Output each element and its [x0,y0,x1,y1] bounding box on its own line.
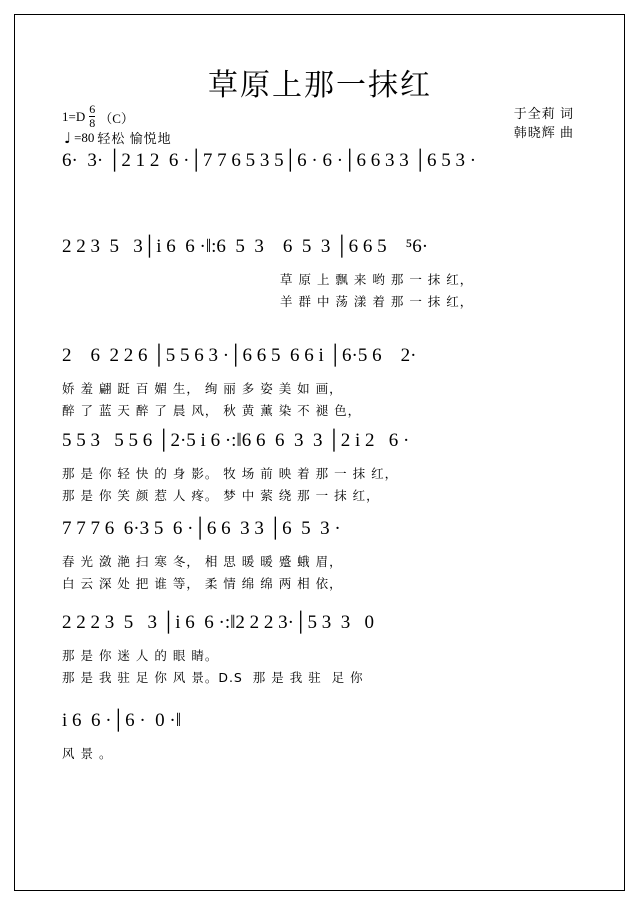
time-signature-numerator: 6 [89,102,96,116]
music-system-7 [0,710,640,766]
music-system-4 [0,430,640,508]
lyric-line: 那 是 你 迷 人 的 眼 睛。 [62,648,219,663]
music-system-1 [0,150,640,184]
mood-marking: 轻松 愉悦地 [97,131,172,146]
credits [514,104,574,142]
page-title: 草原上那一抹红 [208,68,432,103]
key-signature-block [62,104,134,130]
notes-row: 2 6 2 2 6 │5 5 6 3 ·│6 6 5 6 6 i │6·5 6 2· [62,345,417,366]
music-system-6 [0,612,640,690]
lyric-line: 娇 羞 翩 跹 百 媚 生， 绚 丽 多 姿 美 如 画， [62,381,343,396]
notes-row: 2 2 3 5 3│i 6 6 ·‖:6 5 3 6 5 3 │6 6 5 ⁵6· [62,236,429,257]
lyric-line: 春 光 潋 滟 扫 寒 冬， 相 思 暖 暖 蹙 蛾 眉， [62,554,343,569]
music-system-2 [0,236,640,314]
lyric-line: 那 是 你 轻 快 的 身 影。 牧 场 前 映 着 那 一 抹 红， [62,466,399,481]
lyric-line: 那 是 你 笑 颜 惹 人 疼。 梦 中 萦 绕 那 一 抹 红， [62,488,380,503]
lyric-line: 白 云 深 处 把 谁 等， 柔 情 绵 绵 两 相 依， [62,576,343,591]
music-system-3 [0,345,640,423]
lyric-line: 风 景 。 [62,746,113,761]
composer-credit: 韩晓辉 曲 [513,125,574,140]
tempo-block [64,128,172,147]
key-note: （C） [99,110,134,126]
notes-row: 7 7 7 6 6·3 5 6 ·│6 6 3 3 │6 5 3 · [62,518,341,539]
notes-row: 2 2 2 3 5 3 │i 6 6 ·:‖2 2 2 3·│5 3 3 0 [62,612,374,633]
lyric-line: 那 是 我 驻 足 你 风 景。D.S 那 是 我 驻 足 你 [62,670,364,685]
key-label: 1=D [62,109,86,125]
notes-row: 6· 3· │2 1 2 6 ·│7 7 6 5 3 5│6 · 6 ·│6 6 3 3 │6 5 3 · [62,150,477,171]
notes-row: i 6 6 ·│6 · 0 ·‖ [62,710,182,731]
music-system-5 [0,518,640,596]
lyricist-credit: 于全莉 词 [513,106,574,121]
lyric-line: 羊 群 中 荡 漾 着 那 一 抹 红， [280,294,474,309]
time-signature [89,103,95,129]
tempo-value: =80 [74,129,95,145]
time-signature-denominator: 8 [89,115,96,130]
lyric-line: 草 原 上 飘 来 哟 那 一 抹 红， [280,272,474,287]
quarter-note-icon: ♩ [64,129,72,147]
lyric-line: 醉 了 蓝 天 醉 了 晨 风， 秋 黄 薰 染 不 褪 色， [62,403,362,418]
notes-row: 5 5 3 5 5 6 │2·5 i 6 ·:‖6 6 6 3 3 │2 i 2 6 · [62,430,410,451]
